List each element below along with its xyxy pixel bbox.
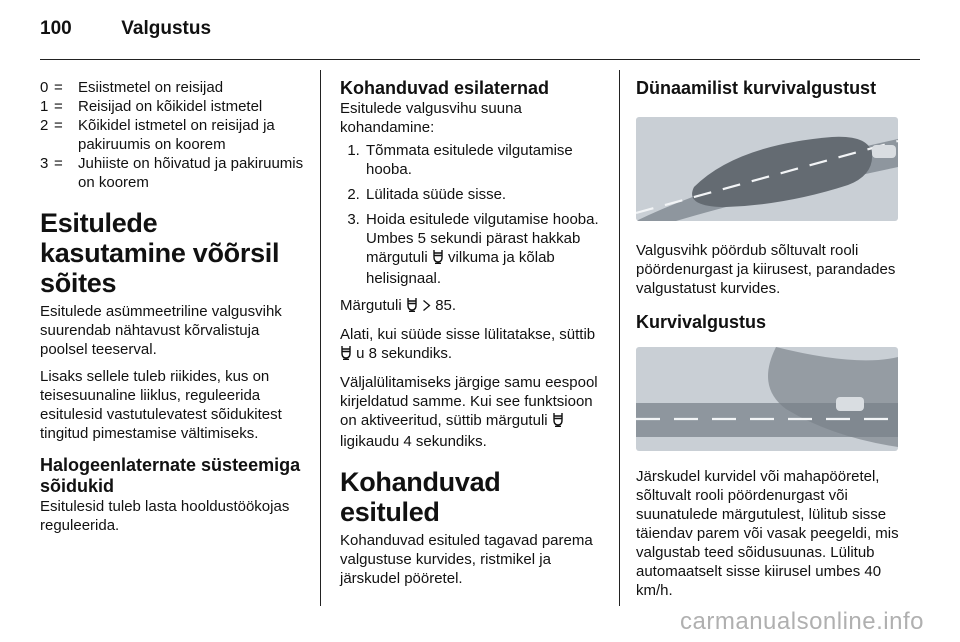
legend-eq: = [54, 155, 63, 172]
paragraph: Järskudel kurvidel või mahapööretel, sõltuvalt rooli pöördenurgast või suunatulede märgutulest, lülitub sisse täiendav parem või vasak peegeldi, mis valgustab teed sõidusuunas. Lülitub automaatselt sisse kiirusel umbes 40 km/h. [636, 468, 899, 599]
headlamp-indicator-icon [340, 345, 352, 365]
page-header [40, 18, 211, 40]
legend-item [40, 97, 306, 116]
paragraph [340, 325, 606, 365]
legend-key: 0 [40, 79, 49, 96]
headlamp-indicator-icon [552, 412, 564, 432]
reference-line [340, 296, 606, 317]
legend-item [40, 154, 306, 192]
left-column [40, 78, 306, 543]
column-divider-left [320, 70, 321, 606]
page-reference-arrow-icon [422, 298, 431, 317]
legend-text: Juhiiste on hõivatud ja pakiruumis on koorem [78, 155, 304, 191]
middle-column [340, 78, 606, 596]
watermark: carmanualsonline.info [680, 608, 924, 635]
page-title: Valgustus [121, 18, 212, 39]
legend-text: Esiistmetel on reisijad [78, 79, 224, 96]
subsection-heading: Halogeenlaternate süsteemiga sõidukid [40, 455, 301, 496]
column-divider-right [619, 70, 620, 606]
header-rule [40, 59, 920, 60]
right-column [636, 78, 906, 608]
headlamp-indicator-icon [432, 249, 444, 269]
page-number: 100 [40, 18, 72, 39]
legend-eq: = [54, 117, 63, 134]
legend-item [40, 116, 306, 154]
legend-text: Kõikidel istmetel on reisijad ja pakiruumis on koorem [78, 117, 275, 153]
legend-eq: = [54, 79, 63, 96]
subsection-heading: Kohanduvad esilaternad [340, 78, 550, 98]
dynamic-curve-light-illustration [636, 117, 898, 221]
section-heading: Esitulede kasutamine võõrsil sõites [40, 208, 280, 298]
paragraph [340, 373, 606, 451]
paragraph: Esitulede valgusvihu suuna kohandamine: [340, 100, 522, 136]
steps-list [340, 141, 606, 288]
list-item: 1. Tõmmata esitulede vilgutamise hooba. [364, 141, 606, 179]
step-text: vilkuma ja kõlab helisignaal. [366, 249, 555, 287]
para-text: u 8 sekundiks. [356, 345, 453, 362]
legend-key: 3 [40, 155, 49, 172]
cornering-light-illustration [636, 347, 898, 451]
list-item [364, 210, 606, 288]
para-text: Alati, kui süüde sisse lülitatakse, süttib [340, 326, 596, 343]
legend-text: Reisijad on kõikidel istmetel [78, 98, 263, 115]
legend-list [40, 78, 306, 192]
paragraph: Lisaks sellele tuleb riikides, kus on teisesuunaline liiklus, reguleerida esitulesid vastutulevatest sõidukitest tingitud pimestamise vältimiseks. [40, 368, 282, 442]
subsection-heading: Kurvivalgustus [636, 312, 767, 332]
paragraph: Esitulede asümmeetriline valgusvihk suurendab nähtavust kõrvalistuja poolsel teeserval. [40, 303, 282, 358]
list-item: 2. Lülitada süüde sisse. [364, 185, 606, 204]
paragraph: Kohanduvad esituled tagavad parema valgustuse kurvides, ristmikel ja järskudel pööretel. [340, 532, 593, 587]
paragraph: Valgusvihk pöördub sõltuvalt rooli pöördenurgast ja kiirusest, parandades valgustatust kurvides. [636, 242, 896, 297]
section-heading: Kohanduvad esituled [340, 467, 501, 527]
ref-text: Märgutuli [340, 297, 402, 314]
legend-eq: = [54, 98, 63, 115]
ref-page[interactable]: 85. [435, 297, 457, 314]
step-text: Hoida esitulede vilgutamise hooba. Umbes 5 sekundi pärast hakkab märgutuli [366, 211, 599, 266]
legend-item [40, 78, 306, 97]
headlamp-indicator-icon [406, 297, 418, 317]
legend-key: 1 [40, 98, 49, 115]
subsection-heading: Dünaamilist kurvivalgustust [636, 78, 877, 98]
legend-key: 2 [40, 117, 49, 134]
para-text: ligikaudu 4 sekundiks. [340, 433, 487, 450]
paragraph: Esitulesid tuleb lasta hooldustöökojas reguleerida. [40, 498, 290, 534]
para-text: Väljalülitamiseks järgige samu eespool kirjeldatud samme. Kui see funktsioon on aktiveeritud, süttib märgutuli [340, 374, 598, 429]
